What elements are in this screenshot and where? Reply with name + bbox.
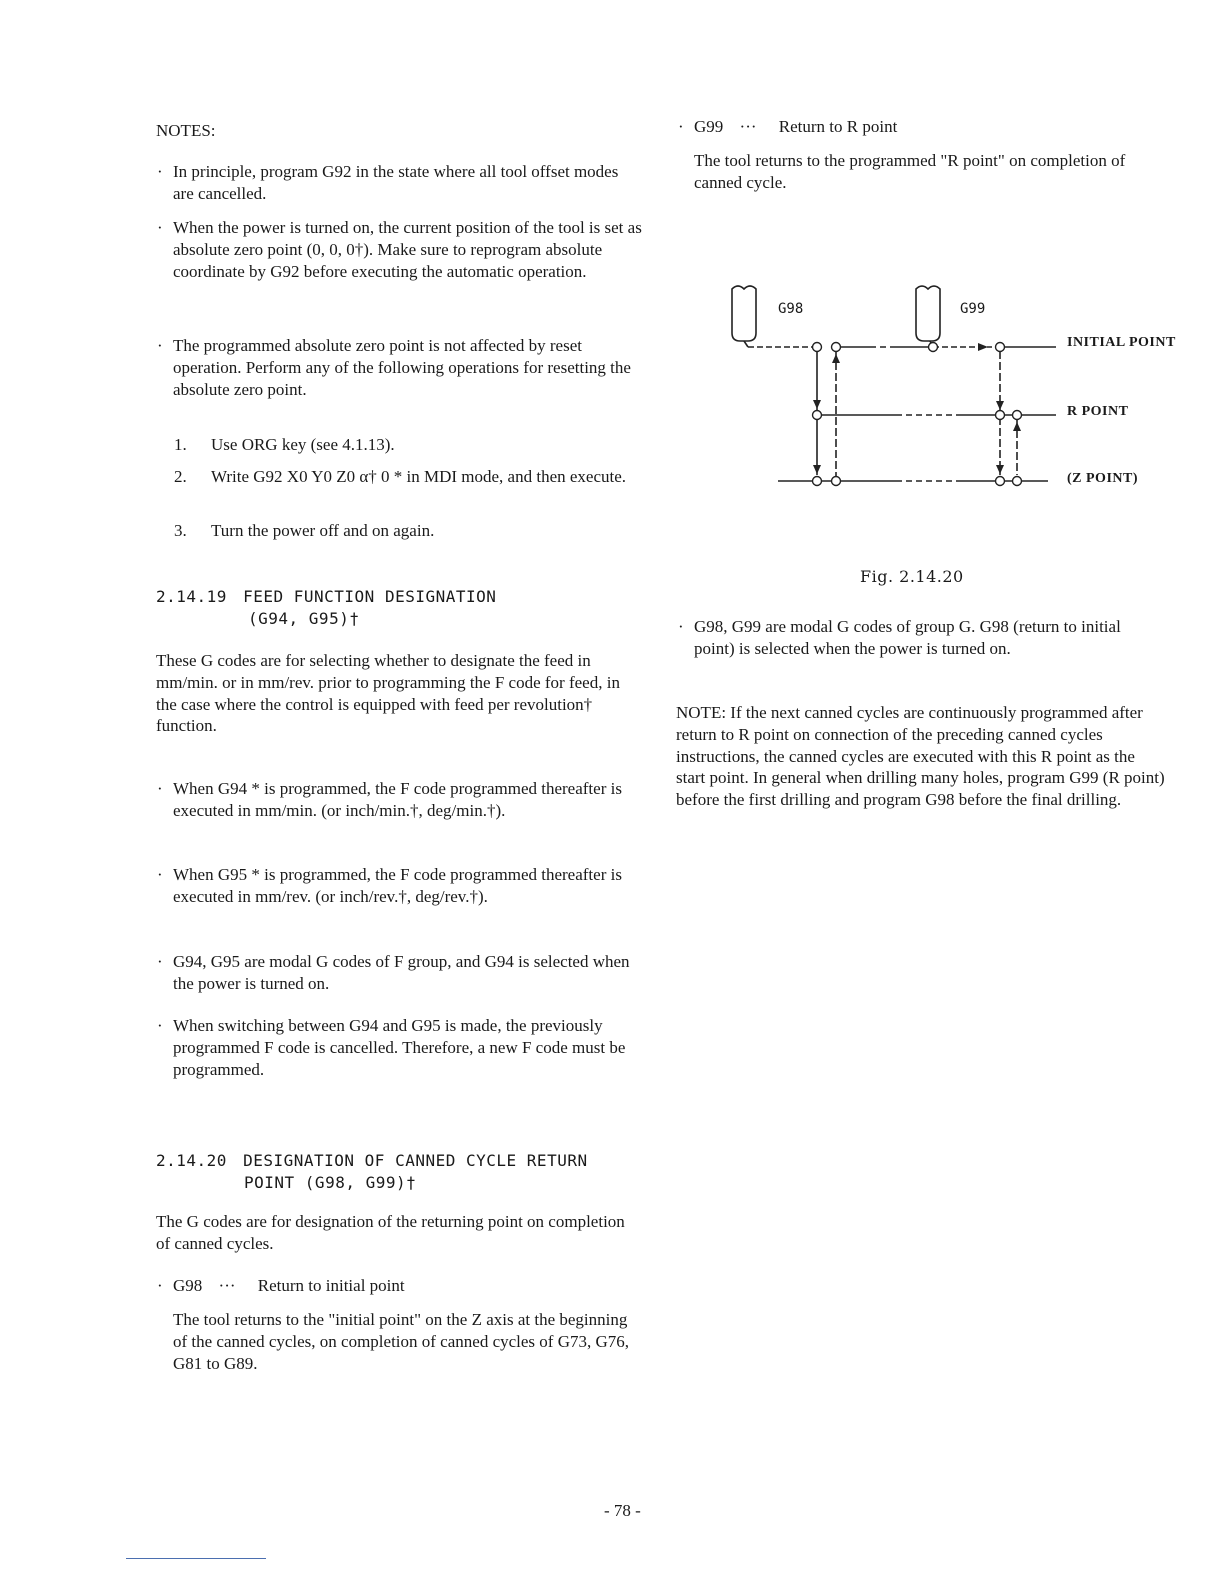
note-item-1 (157, 161, 643, 205)
g99-code: G99 (694, 117, 724, 136)
section-2-14-20-heading (156, 1150, 656, 1194)
bullet-marker: · (678, 617, 684, 636)
figure-label-g98: G98 (778, 301, 804, 317)
section-number: 2.14.19 (156, 587, 227, 606)
g98-title: Return to initial point (257, 1276, 405, 1295)
bullet-marker: · (157, 218, 163, 237)
figure-label-r-point: R POINT (1067, 404, 1129, 419)
bullet-marker: · (157, 1276, 163, 1295)
section-number: 2.14.20 (156, 1151, 227, 1170)
step-number: 2. (174, 467, 187, 486)
step-text: Write G92 X0 Y0 Z0 α† 0 * in MDI mode, and then execute. (211, 467, 627, 486)
g98-code: G98 (173, 1276, 203, 1295)
g99-item (678, 116, 1174, 138)
reset-step-2 (174, 466, 654, 488)
arrow-up-icon (832, 354, 840, 363)
step-text: Use ORG key (see 4.1.13). (211, 435, 395, 454)
bullet-marker: · (157, 336, 163, 355)
feed-bullet-1 (157, 778, 639, 822)
modal-bullet (678, 616, 1164, 660)
feed-bullet-4 (157, 1015, 648, 1080)
arrow-up-icon (1013, 422, 1021, 431)
arrow-right-icon (978, 343, 988, 351)
section-2-14-19-intro: These G codes are for selecting whether to designate the feed in mm/min. or in mm/rev. prior to programming the F code for feed, in the case where the control is equipped with feed per revolution† function. (156, 651, 620, 736)
g99-description: The tool returns to the programmed "R point" on completion of canned cycle. (694, 151, 1126, 192)
bullet-text: When switching between G94 and G95 is made, the previously programmed F code is cancelled. Therefore, a new F code must be programmed. (173, 1016, 626, 1079)
section-2-14-20-intro: The G codes are for designation of the returning point on completion of canned cycles. (156, 1212, 625, 1253)
bullet-text: When G95 * is programmed, the F code programmed thereafter is executed in mm/rev. (or inch/rev.†, deg/rev.†). (173, 865, 622, 906)
step-text: Turn the power off and on again. (211, 521, 435, 540)
arrow-down-icon (813, 400, 821, 409)
footer-rule (126, 1558, 266, 1559)
note-text: The programmed absolute zero point is not affected by reset operation. Perform any of the following operations for resetting the absolute zero point. (173, 336, 631, 399)
bullet-marker: · (678, 117, 684, 136)
bullet-marker: · (157, 162, 163, 181)
g99-title: Return to R point (778, 117, 898, 136)
page-number: - 78 - (604, 1501, 641, 1520)
section-title-line-2: (G94, G95)† (248, 608, 360, 628)
note-item-3 (157, 335, 643, 400)
g99-dots: ··· (739, 117, 757, 136)
section-title: FEED FUNCTION DESIGNATION (243, 587, 497, 606)
figure-label-g99: G99 (960, 301, 986, 317)
bullet-marker: · (157, 1016, 163, 1035)
reset-step-1 (174, 434, 654, 456)
feed-bullet-2 (157, 864, 639, 908)
section-title-line-2: POINT (G98, G99)† (244, 1172, 417, 1192)
note-text: In principle, program G92 in the state where all tool offset modes are cancelled. (173, 162, 619, 203)
figure-label-initial-point: INITIAL POINT (1067, 335, 1176, 350)
bullet-marker: · (157, 779, 163, 798)
bullet-marker: · (157, 952, 163, 971)
g98-description: The tool returns to the "initial point" on the Z axis at the beginning of the canned cycles, on completion of canned cycles of G73, G76, G81 to G89. (173, 1310, 630, 1373)
reset-step-3 (174, 520, 654, 542)
tool-g99-icon (916, 286, 940, 341)
canned-cycle-figure (720, 275, 1200, 500)
step-number: 3. (174, 521, 187, 540)
bullet-text: G94, G95 are modal G codes of F group, and G94 is selected when the power is turned on. (173, 952, 630, 993)
note-text: When the power is turned on, the current position of the tool is set as absolute zero point (0, 0, 0†). Make sure to reprogram absolute coordinate by G92 before executing the automatic operation. (173, 218, 642, 281)
arrow-down-icon (813, 465, 821, 474)
arrow-down-icon (996, 465, 1004, 474)
bullet-text: G98, G99 are modal G codes of group G. G98 (return to initial point) is selected when the power is turned on. (694, 617, 1121, 658)
g98-item (157, 1275, 643, 1297)
step-number: 1. (174, 435, 187, 454)
bullet-text: When G94 * is programmed, the F code programmed thereafter is executed in mm/min. (or inch/min.†, deg/min.†). (173, 779, 622, 820)
notes-heading: NOTES: (156, 121, 216, 140)
figure-caption: Fig. 2.14.20 (860, 567, 964, 586)
g98-dots: ··· (218, 1276, 236, 1295)
bullet-marker: · (157, 865, 163, 884)
note-item-2 (157, 217, 643, 282)
tool-g98-icon (732, 286, 756, 341)
figure-label-z-point: (Z POINT) (1067, 471, 1138, 486)
section-2-14-19-heading (156, 586, 646, 630)
canned-cycle-note: NOTE: If the next canned cycles are continuously programmed after return to R point on connection of the preceding canned cycles instructions, the canned cycles are executed with this R point as the start point. In general when drilling many holes, program G99 (R point) before the first drilling and program G98 before the final drilling. (676, 703, 1165, 810)
section-title: DESIGNATION OF CANNED CYCLE RETURN (243, 1151, 588, 1170)
arrow-down-icon (996, 401, 1004, 410)
feed-bullet-3 (157, 951, 639, 995)
